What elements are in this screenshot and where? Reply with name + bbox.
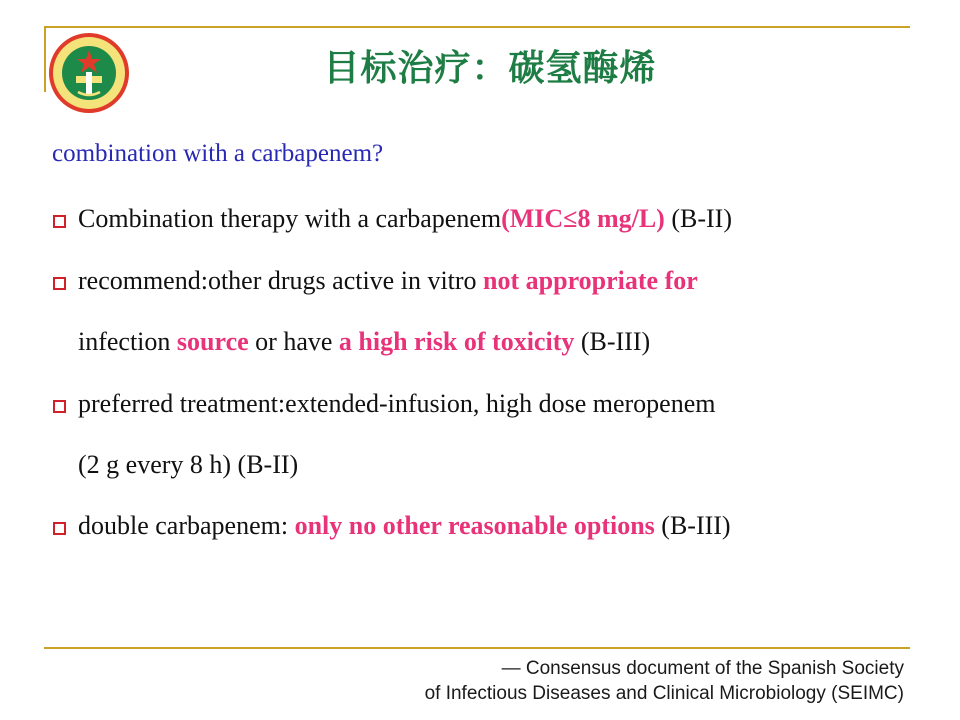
bullet-2-grade: (B-III) [574, 327, 651, 356]
bullet-marker [53, 522, 66, 535]
bullet-2-line-1 [78, 266, 698, 296]
bullet-1-text: Combination therapy with a carbapenem [78, 204, 502, 233]
bullet-4-text: double carbapenem: [78, 511, 295, 540]
bullet-2-highlight-source: source [176, 327, 249, 356]
subheading: combination with a carbapenem? [52, 140, 384, 167]
bullet-2-highlight-toxicity: a high risk of toxicity [338, 327, 575, 356]
slide-title: 目标治疗：碳氢酶烯 [323, 48, 657, 89]
bullet-2-text-cont: infection [78, 327, 177, 356]
bullet-1 [78, 204, 732, 234]
bullet-1-highlight: (MIC≤8 mg/L) [501, 204, 665, 233]
bullet-2-text-or: or have [248, 327, 339, 356]
bullet-marker [53, 400, 66, 413]
bullet-2-highlight: not appropriate for [483, 266, 698, 295]
bullet-3-line-2: (2 g every 8 h) (B-II) [78, 450, 299, 479]
bullet-4-grade: (B-III) [654, 511, 731, 540]
bullet-2-text: recommend:other drugs active in vitro [78, 266, 484, 295]
source-line-2: of Infectious Diseases and Clinical Microbiology (SEIMC) [424, 683, 904, 704]
hospital-emblem-icon [48, 32, 130, 114]
bullet-marker [53, 277, 66, 290]
side-rule [44, 26, 46, 92]
bullet-4-highlight: only no other reasonable options [294, 511, 655, 540]
source-line-1: — Consensus document of the Spanish Society [501, 658, 904, 679]
bullet-3-line-1: preferred treatment:extended-infusion, high dose meropenem [78, 389, 716, 418]
bullet-1-grade: (B-II) [664, 204, 732, 233]
bullet-4 [78, 511, 731, 541]
bullet-marker [53, 215, 66, 228]
bullet-2-line-2 [78, 327, 650, 357]
bottom-rule [44, 647, 910, 649]
top-rule [44, 26, 910, 28]
